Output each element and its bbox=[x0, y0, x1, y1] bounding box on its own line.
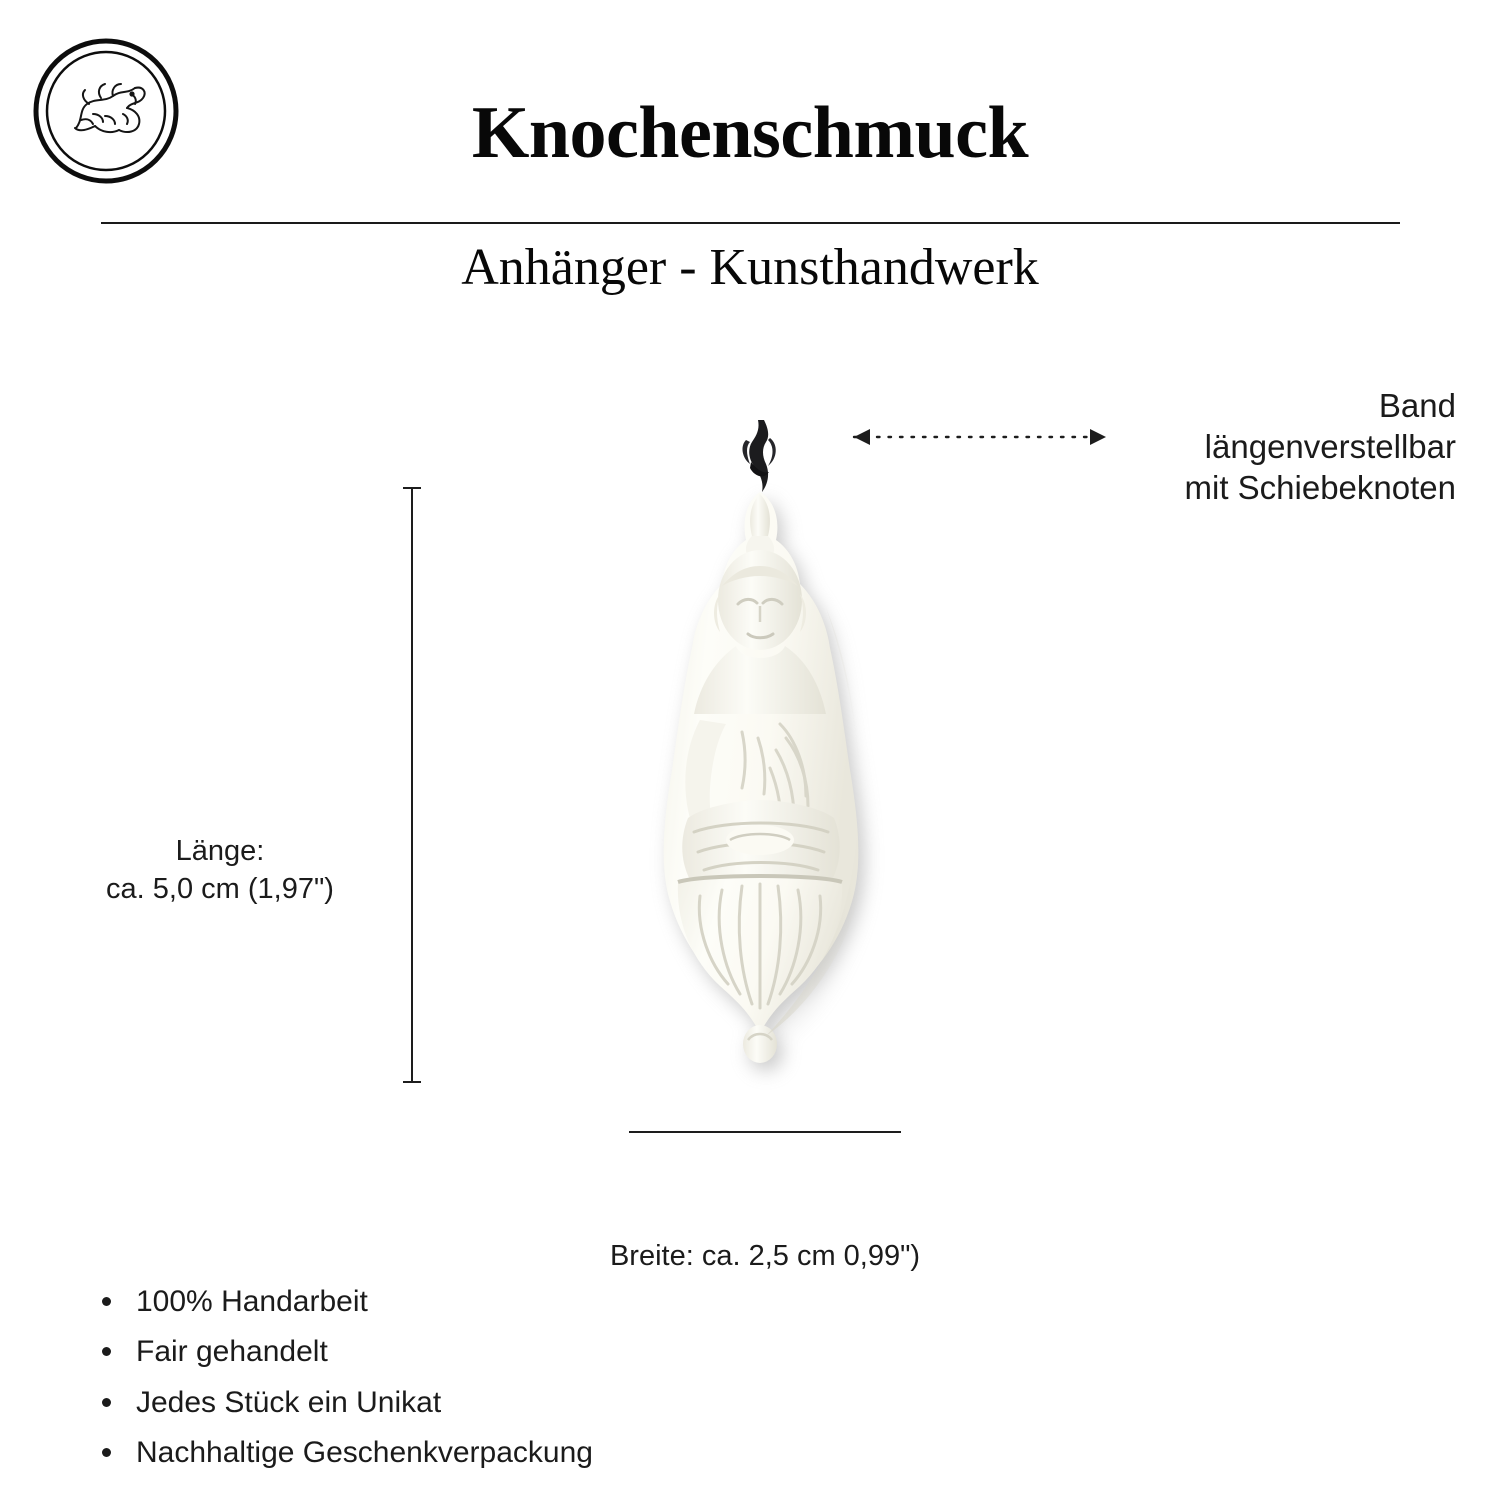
width-label: Breite: ca. 2,5 cm 0,99") bbox=[609, 1240, 921, 1272]
list-item: Nachhaltige Geschenkverpackung bbox=[102, 1431, 593, 1475]
page-subtitle: Anhänger - Kunsthandwerk bbox=[461, 239, 1039, 296]
length-label-line-1: Länge: bbox=[175, 835, 265, 867]
product-image bbox=[560, 400, 960, 1120]
list-item: 100% Handarbeit bbox=[102, 1280, 593, 1324]
list-item: Fair gehandelt bbox=[102, 1330, 593, 1374]
band-note-line-1: Band bbox=[1378, 387, 1456, 424]
feature-list bbox=[68, 1280, 593, 1482]
list-item: Jedes Stück ein Unikat bbox=[102, 1381, 593, 1425]
length-label bbox=[60, 833, 380, 908]
length-measure-cap-bottom bbox=[403, 1081, 421, 1083]
header-divider bbox=[101, 222, 1400, 224]
band-annotation bbox=[1026, 386, 1456, 509]
page-title: Knochenschmuck bbox=[471, 92, 1029, 174]
length-label-line-2: ca. 5,0 cm (1,97") bbox=[106, 872, 334, 905]
length-measure-cap-top bbox=[403, 487, 421, 489]
length-measure-line bbox=[411, 487, 413, 1082]
band-note-line-3: mit Schiebeknoten bbox=[1184, 468, 1456, 506]
width-measure-line bbox=[629, 1131, 901, 1133]
band-note-line-2: längenverstellbar bbox=[1204, 427, 1456, 465]
carved-bone-buddha-figure bbox=[630, 488, 890, 1088]
